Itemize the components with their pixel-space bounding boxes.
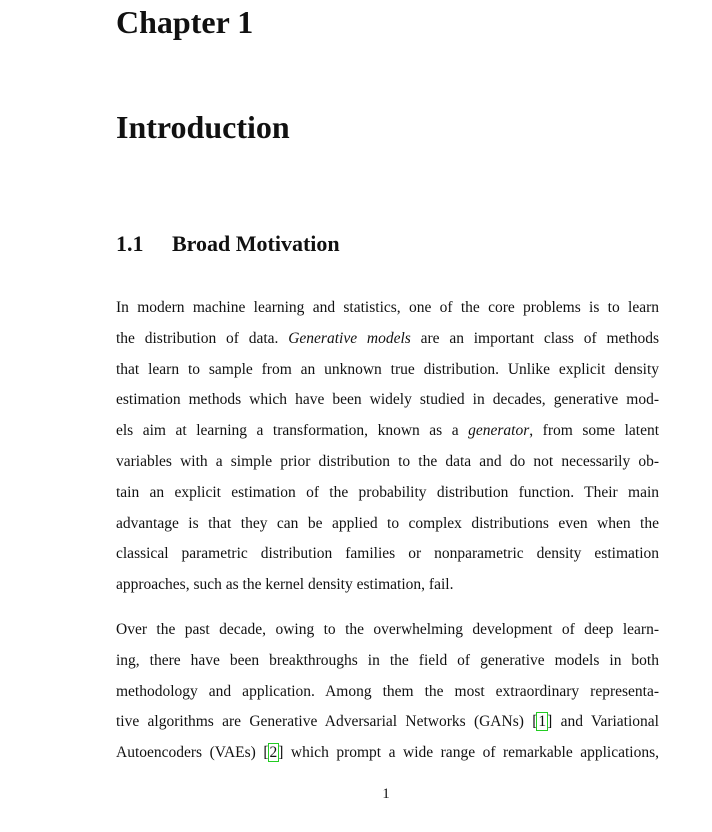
text-line: tain an explicit estimation of the probability distribution function. Their main xyxy=(116,483,659,501)
paragraph-motivation xyxy=(116,293,659,601)
text-line: variables with a simple prior distribution to the data and do not necessarily ob- xyxy=(116,452,659,470)
emphasized-term: Generative models xyxy=(288,329,411,347)
paragraph-deep-learning xyxy=(116,615,659,769)
text-line: Autoencoders (VAEs) [2] which prompt a wide range of remarkable applications, xyxy=(116,744,659,762)
text-line: approaches, such as the kernel density estimation, fail. xyxy=(116,576,454,594)
text-line: estimation methods which have been widely studied in decades, generative mod- xyxy=(116,391,659,409)
text-line: the distribution of data. Generative models are an important class of methods xyxy=(116,329,659,347)
text-line: In modern machine learning and statistics, one of the core problems is to learn xyxy=(116,299,659,316)
citation-link[interactable]: 2 xyxy=(269,744,278,762)
section-title: Broad Motivation xyxy=(172,231,340,256)
text-line: advantage is that they can be applied to complex distributions even when the xyxy=(116,514,659,532)
text-line: methodology and application. Among them the most extraordinary representa- xyxy=(116,682,659,700)
text-line: classical parametric distribution families or nonparametric density estimation xyxy=(116,545,659,563)
page-number: 1 xyxy=(382,786,390,802)
text-line: Over the past decade, owing to the overwhelming development of deep learn- xyxy=(116,621,659,638)
text-line: els aim at learning a transformation, known as a generator, from some latent xyxy=(116,422,660,440)
chapter-title: Introduction xyxy=(116,109,290,145)
text-line: ing, there have been breakthroughs in the field of generative models in both xyxy=(116,651,659,669)
citation-link[interactable]: 1 xyxy=(538,713,547,731)
text-line: tive algorithms are Generative Adversarial Networks (GANs) [1] and Variational xyxy=(116,713,659,731)
section-heading xyxy=(116,230,340,258)
emphasized-term: generator xyxy=(468,422,530,440)
chapter-label: Chapter 1 xyxy=(116,4,254,40)
section-number: 1.1 xyxy=(116,231,144,256)
text-line: that learn to sample from an unknown true distribution. Unlike explicit density xyxy=(116,360,659,378)
